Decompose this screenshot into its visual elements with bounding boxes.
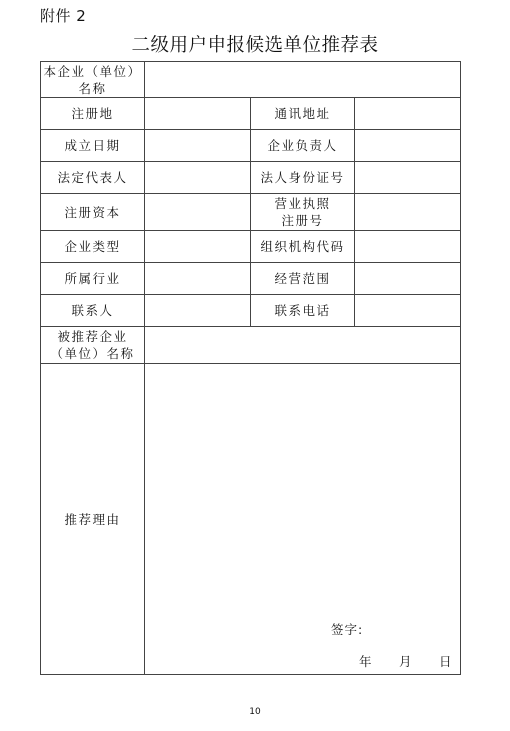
- row-legal: [41, 162, 461, 194]
- company-name-label-line1: 本企业（单位）: [43, 63, 142, 79]
- company-type-field[interactable]: [145, 231, 251, 263]
- date-day-label: 日: [438, 654, 453, 669]
- registered-capital-label: 注册资本: [41, 194, 145, 231]
- established-date-field[interactable]: [145, 130, 251, 162]
- org-code-label: 组织机构代码: [251, 231, 355, 263]
- row-capital: [41, 194, 461, 231]
- date-month-label: 月: [398, 654, 413, 669]
- row-company-name: [41, 62, 461, 98]
- business-scope-field[interactable]: [355, 263, 461, 295]
- established-date-label: 成立日期: [41, 130, 145, 162]
- signature-date-line: [359, 653, 453, 670]
- business-license-label-line1: 营业执照: [274, 196, 331, 211]
- recommendation-reason-label: 推荐理由: [41, 364, 145, 675]
- row-industry: [41, 263, 461, 295]
- company-name-label-line2: 名称: [78, 80, 107, 96]
- company-head-label: 企业负责人: [251, 130, 355, 162]
- recommended-company-label-line1: 被推荐企业: [57, 329, 128, 344]
- mailing-address-label: 通讯地址: [251, 98, 355, 130]
- company-name-field[interactable]: [145, 62, 461, 98]
- business-license-field[interactable]: [355, 194, 461, 231]
- row-recommended-company: [41, 327, 461, 364]
- registered-address-label: 注册地: [41, 98, 145, 130]
- legal-id-number-label: 法人身份证号: [251, 162, 355, 194]
- row-company-type: [41, 231, 461, 263]
- industry-field[interactable]: [145, 263, 251, 295]
- company-type-label: 企业类型: [41, 231, 145, 263]
- company-name-label: [41, 62, 145, 98]
- contact-phone-field[interactable]: [355, 295, 461, 327]
- contact-person-field[interactable]: [145, 295, 251, 327]
- business-scope-label: 经营范围: [251, 263, 355, 295]
- row-contact: [41, 295, 461, 327]
- legal-representative-field[interactable]: [145, 162, 251, 194]
- mailing-address-field[interactable]: [355, 98, 461, 130]
- recommendation-reason-field[interactable]: [145, 364, 461, 675]
- attachment-label: 附件 2: [40, 7, 87, 25]
- legal-id-number-field[interactable]: [355, 162, 461, 194]
- registered-capital-field[interactable]: [145, 194, 251, 231]
- page-number: 10: [249, 707, 261, 717]
- signature-label: 签字:: [331, 622, 364, 637]
- recommended-company-field[interactable]: [145, 327, 461, 364]
- recommended-company-label: [41, 327, 145, 364]
- date-year-label: 年: [359, 654, 374, 669]
- row-address: [41, 98, 461, 130]
- row-recommendation-reason: [41, 364, 461, 675]
- business-license-label-line2: 注册号: [281, 213, 324, 228]
- legal-representative-label: 法定代表人: [41, 162, 145, 194]
- contact-phone-label: 联系电话: [251, 295, 355, 327]
- registered-address-field[interactable]: [145, 98, 251, 130]
- business-license-label: [251, 194, 355, 231]
- contact-person-label: 联系人: [41, 295, 145, 327]
- industry-label: 所属行业: [41, 263, 145, 295]
- company-head-field[interactable]: [355, 130, 461, 162]
- row-establishment: [41, 130, 461, 162]
- document-title: 二级用户申报候选单位推荐表: [131, 35, 379, 56]
- recommended-company-label-line2: （单位）名称: [50, 346, 135, 361]
- recommendation-form-table: [40, 61, 461, 675]
- org-code-field[interactable]: [355, 231, 461, 263]
